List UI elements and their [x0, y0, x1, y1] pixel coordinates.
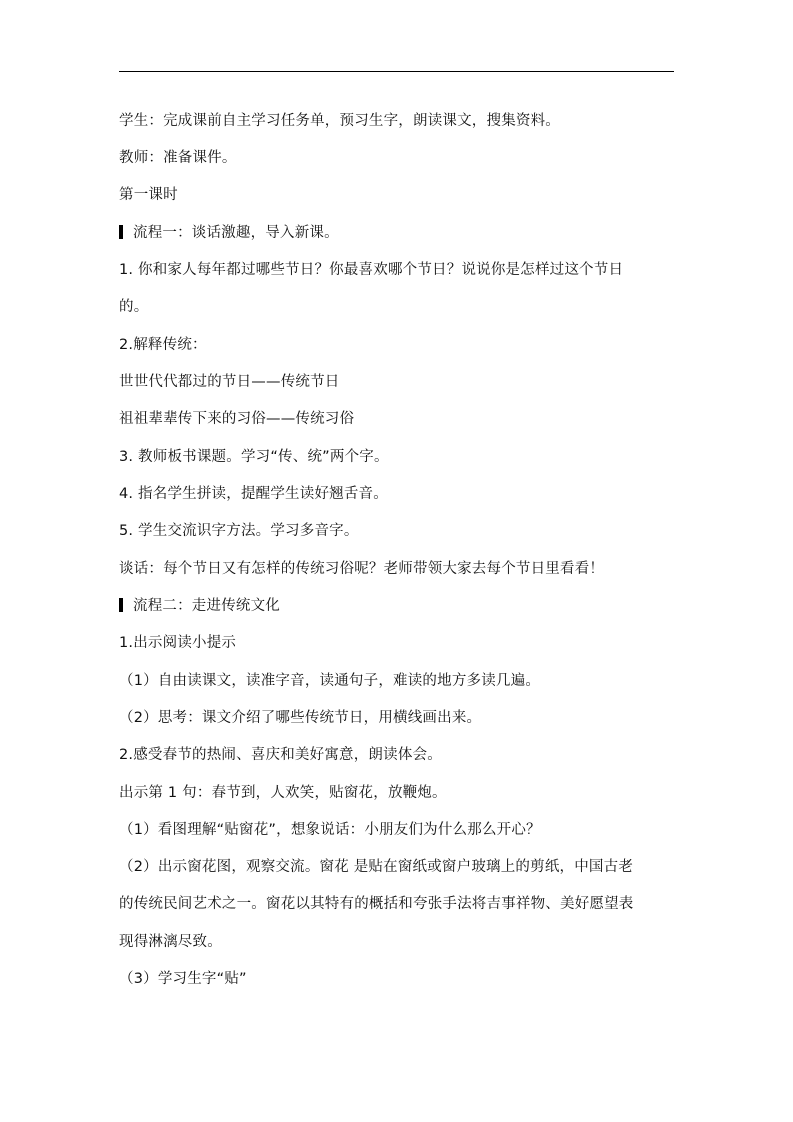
paragraph-step-3: （3）学习生字“贴” — [119, 971, 247, 987]
paragraph-step-1: （1）看图理解“贴窗花”，想象说话：小朋友们为什么那么开心？ — [119, 822, 541, 838]
paragraph-item-2: 2.解释传统： — [119, 337, 207, 353]
paragraph-tip-1: （1）自由读课文，读准字音，读通句子，难读的地方多读几遍。 — [119, 673, 541, 689]
section-bar-icon — [119, 598, 123, 612]
paragraph-item-5: 5. 学生交流识字方法。学习多音字。 — [119, 523, 359, 539]
header-rule — [119, 71, 674, 72]
lesson-heading: 第一课时 — [119, 187, 178, 203]
paragraph-item-4: 4. 指名学生拼读，提醒学生读好翘舌音。 — [119, 486, 388, 502]
process-one-label: 流程一：谈话激趣，导入新课。 — [133, 225, 339, 241]
paragraph-item-3: 3. 教师板书课题。学习“传、统”两个字。 — [119, 449, 389, 465]
paragraph-students-prep: 学生：完成课前自主学习任务单，预习生字，朗读课文，搜集资料。 — [119, 113, 560, 129]
definition-festival: 世世代代都过的节日——传统节日 — [119, 374, 340, 390]
paragraph-step-2-cont-2: 现得淋漓尽致。 — [119, 934, 222, 950]
paragraph-item-1: 1. 你和家人每年都过哪些节日？你最喜欢哪个节日？说说你是怎样过这个节日 — [119, 262, 624, 278]
paragraph-talk: 谈话：每个节日又有怎样的传统习俗呢？老师带领大家去每个节日里看看！ — [119, 561, 605, 577]
paragraph-teacher-prep: 教师：准备课件。 — [119, 150, 237, 166]
section-bar-icon — [119, 225, 123, 239]
paragraph-sentence-1: 出示第 1 句：春节到，人欢笑，贴窗花，放鞭炮。 — [119, 785, 447, 801]
paragraph-reading-tips: 1.出示阅读小提示 — [119, 635, 237, 651]
paragraph-step-2: （2）出示窗花图，观察交流。窗花 是贴在窗纸或窗户玻璃上的剪纸，中国古老 — [119, 859, 634, 875]
paragraph-tip-2: （2）思考：课文介绍了哪些传统节日，用横线画出来。 — [119, 710, 482, 726]
definition-custom: 祖祖辈辈传下来的习俗——传统习俗 — [119, 411, 355, 427]
process-two-label: 流程二：走进传统文化 — [133, 598, 280, 614]
paragraph-step-2-cont-1: 的传统民间艺术之一。窗花以其特有的概括和夸张手法将吉事祥物、美好愿望表 — [119, 896, 634, 912]
paragraph-item-1-cont: 的。 — [119, 299, 149, 315]
paragraph-spring-festival: 2.感受春节的热闹、喜庆和美好寓意，朗读体会。 — [119, 747, 442, 763]
process-two-heading — [119, 596, 280, 616]
process-one-heading — [119, 223, 339, 243]
